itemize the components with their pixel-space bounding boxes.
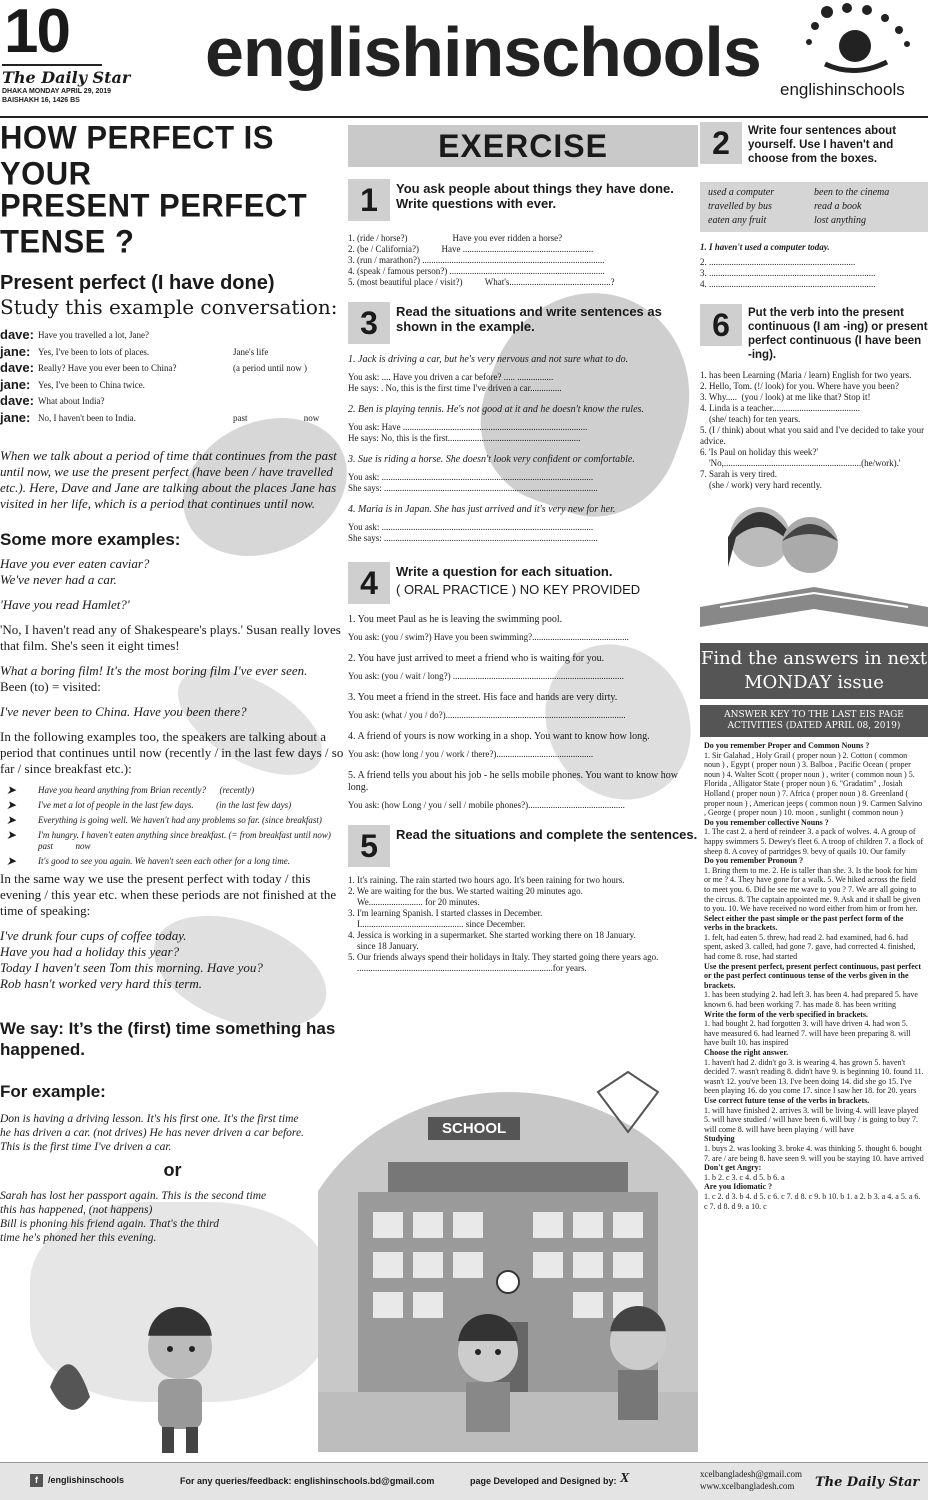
explanation-paragraph: In the following examples too, the speakers are talking about a period that continues until now (recently / in the last few days / so far / since breakfast etc.): [0, 729, 344, 776]
answer-key-heading: Studying [704, 1134, 735, 1144]
exercise-1 [348, 179, 698, 221]
example-line: 'No, I haven't read any of Shakespeare's plays.' Susan really loves that film. She's seen it eight times! [0, 622, 341, 653]
exercise-question: 4. A friend of yours is now working in a shop. You want to know how long. [348, 731, 650, 742]
answer-key-text: 1. c 2. d 3. b 4. d 5. c 6. c 7. d 8. c 9. b 10. b 1. a 2. b 3. a 4. a 5. a 6. c 7. d 8. d 9. a 10. c [704, 1191, 921, 1211]
exercise-instruction: Put the verb into the present continuous (I am -ing) or present perfect continuous (I have been -ing). [748, 307, 928, 361]
find-answers-banner: Find the answers in next MONDAY issue [700, 643, 928, 699]
exercise-question: 5. A friend tells you about his job - he sells mobile phones. You want to know how long. [348, 770, 678, 793]
exercise-number: 5 [348, 825, 390, 867]
facebook-handle[interactable]: /englishinschools [48, 1475, 125, 1485]
explanation-paragraph: In the same way we use the present perfect with today / this evening / this year etc. when these periods are not finished at the time of speaking: [0, 871, 337, 918]
exercise-item: 1. (ride / horse?) Have you ever ridden a horse? [348, 233, 563, 243]
speaker-name: jane: [0, 376, 31, 392]
speaker-name: dave: [0, 360, 34, 375]
answer-line: You ask: Have .................................................................................. [348, 422, 588, 432]
newspaper-logo: The Daily Star [815, 1475, 920, 1490]
exercise-item: 4. Jessica is working in a supermarket. She started working there on 18 January. [348, 930, 636, 940]
section-heading: We say: It’s the (first) time something has happened. [0, 1019, 336, 1059]
exercise-item: 7. Sarah is very tired. [700, 469, 777, 479]
date-text: DHAKA MONDAY APRIL 29, 2019 [2, 88, 112, 95]
exercise-question: 4. Maria is in Japan. She has just arrived and it's very new for her. [348, 504, 616, 515]
example-line: Today I haven't seen Tom this morning. Have you? [0, 960, 263, 975]
example-line: Have you ever eaten caviar? [0, 556, 150, 571]
speech-text: No, I haven't been to India. [38, 412, 136, 423]
answer-key [700, 741, 928, 1211]
exercise-5-items [348, 875, 698, 974]
example-line: This is the first time I've driven a car. [0, 1141, 172, 1153]
exercise-instruction: You ask people about things they have done. Write questions with ever. [396, 181, 674, 211]
exercise-number: 3 [348, 302, 390, 344]
conversation-line [0, 393, 345, 410]
speech-text: Yes, I've been to China twice. [38, 379, 145, 390]
school-sign: SCHOOL [428, 1117, 520, 1140]
answer-line: You ask: .... Have you driven a car before? ..... ................ [348, 372, 554, 382]
exercise-3-items [348, 354, 698, 544]
section-heading: For example: [0, 1082, 106, 1101]
exercise-item: (she/ teach) for ten years. [700, 414, 801, 424]
example-line: I've never been to China. Have you been there? [0, 704, 247, 719]
exercise-question: 3. Sue is riding a horse. She doesn't look very confident or comfortable. [348, 454, 635, 465]
conversation-line [0, 360, 345, 377]
boy-illustration-icon [30, 1307, 290, 1457]
contact-website[interactable]: www.xcelbangladesh.com [700, 1481, 795, 1491]
example-line: We've never had a car. [0, 572, 117, 587]
exercise-number: 1 [348, 179, 390, 221]
page-header [0, 0, 928, 118]
exercise-item: 4. (speak / famous person?) ..................................................................... [348, 266, 605, 276]
exercise-item: 1. It's raining. The rain started two hours ago. It's been raining for two hours. [348, 875, 625, 885]
example-line: I've drunk four cups of coffee today. [0, 928, 187, 943]
contact-email[interactable]: xcelbangladesh@gmail.com [700, 1469, 803, 1479]
xcel-logo-icon: X [620, 1471, 630, 1486]
exercise-number: 2 [700, 122, 742, 164]
exercise-2 [700, 122, 928, 166]
timeline-note: (a period until now ) [233, 363, 307, 373]
answer-key-text: 1. felt, had eaten 5. threw, had read 2. had examined, had 6. had spent, asked 3. called, had gone 7. gave, had corrected 4. finished, had come 8. rose, had started [704, 932, 916, 962]
exercise-6-items [700, 370, 928, 491]
word-option: read a book [814, 201, 862, 212]
exercise-question: 1. You meet Paul as he is leaving the swimming pool. [348, 614, 563, 625]
section-heading: Some more examples: [0, 530, 181, 549]
exercise-instruction: Write four sentences about yourself. Use I haven't and choose from the boxes. [748, 125, 897, 165]
page-number: 10 [4, 0, 69, 66]
logo-text: englishinschools [780, 80, 905, 99]
answer-key-text: 1. buys 2. was looking 3. broke 4. was thinking 5. thought 6. bought 7. are / are being 8. have seen 9. will you be staying 10. have arrived [704, 1143, 924, 1163]
exercise-instruction: Read the situations and write sentences as shown in the example. [396, 304, 662, 334]
masthead-title: englishinschools [205, 13, 761, 91]
answer-key-heading: Use the present perfect, present perfect continuous, past perfect or the past perfect continuous tense of the verbs given in the brackets. [704, 961, 921, 990]
lesson-column [0, 119, 345, 1245]
answer-key-heading: Select either the past simple or the past perfect form of the verbs in the brackets. [704, 913, 904, 933]
speech-text: Yes, I've been to lots of places. [38, 346, 150, 357]
answer-key-text: 1. Sir Galahad , Holy Grail ( proper noun ) 2. Cotton ( common noun ) , Egypt ( proper noun ) 3. Balboa , Pacific Ocean ( proper noun ) 4. Walter Scott ( proper noun ) , writer ( common noun ) 5. Florida , Alligator State ( proper noun ) 6. "Gradatim" , Josiah Holland ( proper noun ) 7. Africa ( proper noun ) 8. Greenland ( proper noun ) , American jeeps ( common noun ) 9. Carmen Salvino , George ( proper noun ) 10. moon , sunlight ( common noun ) [704, 750, 923, 818]
practice-column [700, 122, 928, 1211]
answer-line: 2. ................................................................. [700, 257, 856, 267]
exercise-item: We........................ for 20 minutes. [348, 897, 480, 907]
exercise-item: 'No,.............................................................(he/work).' [700, 458, 901, 468]
answer-key-heading: Do you remember Pronoun ? [704, 856, 804, 866]
exercise-question: 2. Ben is playing tennis. He's not good at it and he doesn't know the rules. [348, 404, 644, 415]
exercise-item: 5. Our friends always spend their holidays in Italy. They started going there years ago. [348, 952, 659, 962]
exercise-column [348, 122, 698, 1137]
exercise-banner: EXERCISE [348, 125, 698, 167]
exercise-item: 3. Why..... (you / look) at me like that? Stop it! [700, 392, 871, 402]
lesson-title-line1: HOW PERFECT IS YOUR [0, 119, 274, 192]
exercise-2-items [700, 242, 928, 290]
answer-line: He says: No, this is the first........................................................... [348, 433, 581, 443]
exercise-number: 4 [348, 562, 390, 604]
answer-key-text: 1. The cast 2. a herd of reindeer 3. a pack of wolves. 4. A group of happy swimmers 5. Dewey's fleet 6. A troop of children 7. a flock of sheep 8. A covey of partridges 9. bevy of quails 10. Our family [704, 827, 924, 856]
example-line: What a boring film! It's the most boring film I've ever seen. [0, 663, 308, 678]
timeline-note: Jane's life [233, 346, 269, 357]
bullet-item: ➤ Have you heard anything from Brian recently? (recently) [0, 785, 345, 796]
exercise-item: I.............................................. since December. [348, 919, 526, 929]
designed-by-text: page Developed and Designed by: [470, 1476, 617, 1486]
example-line: Have you had a holiday this year? [0, 944, 180, 959]
exercise-item: 2. Hello, Tom. (!/ look) for you. Where have you been? [700, 381, 899, 391]
answer-key-text: 1. has been studying 2. had left 3. has been 4. had prepared 5. have known 6. had been working 7. has made 8. has been writing [704, 990, 918, 1010]
answer-line: You ask: .............................................................................................. [348, 472, 594, 482]
speech-text: Have you travelled a lot, Jane? [38, 330, 149, 340]
exercise-item: 2. We are waiting for the bus. We started waiting 20 minutes ago. [348, 886, 583, 896]
exercise-item: 3. I'm learning Spanish. I started classes in December. [348, 908, 543, 918]
answer-line: She says: ............................................................................................... [348, 483, 598, 493]
exercise-item: 5. (most beautiful place / visit?) What's.............................................? [348, 277, 615, 287]
answer-key-heading: Are you Idiomatic ? [704, 1182, 773, 1192]
exercise-number: 6 [700, 304, 742, 346]
example-line: Sarah has lost her passport again. This is the second time this has happened, (not happens) [0, 1190, 267, 1216]
page-footer [0, 1462, 928, 1500]
speaker-name: dave: [0, 327, 34, 342]
divider [2, 64, 102, 66]
answer-key-heading: Don't get Angry: [704, 1163, 762, 1173]
bullet-item: ➤ Everything is going well. We haven't had any problems so far. (since breakfast) [0, 815, 345, 826]
speech-text: Really? Have you ever been to China? [38, 363, 177, 373]
exercise-instruction: Write a question for each situation. [396, 564, 613, 579]
exercise-question: 1. Jack is driving a car, but he's very nervous and not sure what to do. [348, 354, 629, 365]
exercise-item: 5. (I / think) about what you said and I've decided to take your advice. [700, 425, 927, 446]
bullet-item: ➤ I'm hungry. I haven't eaten anything since breakfast. (= from breakfast until now) past now [0, 830, 345, 852]
answer-key-title: ANSWER KEY TO THE LAST EIS PAGE ACTIVITIES (DATED APRIL 08, 2019) [700, 705, 928, 737]
answer-key-heading: Do you remember collective Nouns ? [704, 817, 829, 827]
conversation-line [0, 377, 345, 394]
word-option: lost anything [814, 215, 866, 226]
exercise-question: 2. You have just arrived to meet a friend who is waiting for you. [348, 653, 605, 664]
dateline [2, 87, 111, 105]
exercise-item: (she / work) very hard recently. [700, 480, 822, 490]
bullet-item: ➤ It's good to see you again. We haven't seen each other for a long time. [0, 856, 345, 867]
bullet-list [0, 785, 345, 867]
example-line: Rob hasn't worked very hard this term. [0, 976, 202, 991]
timeline-note: past now [233, 412, 320, 423]
newspaper-name: The Daily Star [2, 68, 131, 87]
exercise-item: 3. (run / marathon?) ................................................................................. [348, 255, 605, 265]
exercise-1-items [348, 233, 698, 288]
exercise-item: 4. Linda is a teacher....................................... [700, 403, 860, 413]
example-line: 'Have you read Hamlet?' [0, 597, 130, 612]
exercise-item: 2. (be / California?) Have .......................................................... [348, 244, 594, 254]
answer-key-text: 1. will have finished 2. arrives 3. will be living 4. will leave played 5. will have studied / will have been 6. will buy / is going to buy 7. will come 8. will have been playing / will have [704, 1105, 919, 1134]
word-option: been to the cinema [814, 187, 890, 198]
lesson-subtitle: Present perfect (I have done) [0, 272, 275, 294]
exercise-instruction: Read the situations and complete the sentences. [396, 827, 698, 842]
answer-key-heading: Use correct future tense of the verbs in brackets. [704, 1095, 870, 1105]
answer-key-text: 1. haven't had 2. didn't go 3. is wearing 4. has grown 5. haven't decided 7. wasn't reading 8. didn't have 9. is beginning 10. found 11. wasn't 12. you've been 13. I've been doing 14. did she go 15. I've been playing 16. do you come 17. since I saw her 18. for 20. years [704, 1057, 924, 1096]
speech-text: What about India? [38, 396, 105, 406]
answer-line: She says: ............................................................................................... [348, 533, 598, 543]
answer-line: 3. .......................................................................... [700, 268, 876, 278]
answer-key-heading: Choose the right answer. [704, 1048, 789, 1057]
exercise-5 [348, 825, 698, 867]
answer-line: You ask: (what / you / do?)................................................................................ [348, 710, 626, 720]
example-line: Been (to) = visited: [0, 679, 101, 694]
answer-line: He says: . No, this is the first time I've driven a car.............. [348, 383, 562, 393]
conversation-line [0, 410, 345, 427]
conversation-line [0, 344, 345, 361]
answer-line: You ask: (how Long / you / sell / mobile phones?)........................................... [348, 800, 625, 810]
speaker-name: dave: [0, 393, 34, 408]
kids-reading-illustration-icon [700, 497, 928, 637]
answer-key-heading: Write the form of the verb specified in brackets. [704, 1009, 869, 1019]
answer-line: 1. I haven't used a computer today. [700, 242, 830, 252]
exercise-6 [700, 304, 928, 362]
word-option: travelled by bus [708, 201, 772, 212]
answer-line: You ask: (how long / you / work / there?)........................................... [348, 749, 594, 759]
answer-line: 4. .......................................................................... [700, 279, 876, 289]
answer-line: You ask: (you / wait / long?) ............................................................................ [348, 671, 624, 681]
exercise-3 [348, 302, 698, 344]
facebook-icon: f [30, 1474, 43, 1487]
exercise-item: 6. 'Is Paul on holiday this week?' [700, 447, 818, 457]
answer-key-text: 1. b 2. c 3. c 4. d 5. b 6. a [704, 1172, 785, 1182]
answer-line: You ask: (you / swim?) Have you been swimming?........................................... [348, 632, 629, 642]
bullet-item: ➤ I've met a lot of people in the last few days. (in the last few days) [0, 800, 345, 811]
conversation-line [0, 327, 345, 344]
example-line: Bill is phoning his friend again. That's the third time he's phoned her this evening. [0, 1218, 219, 1244]
answer-key-text: 1. had bought 2. had forgotten 3. will have driven 4. had won 5. have measured 6. had learned 7. will have been preparing 8. will have built 10. has inspired [704, 1019, 911, 1048]
speaker-name: jane: [0, 343, 31, 359]
exercise-question: 3. You meet a friend in the street. His face and hands are very dirty. [348, 692, 618, 703]
conversation [0, 327, 345, 426]
exercise-4-items [348, 614, 698, 811]
feedback-text: For any queries/feedback: englishinschools.bd@gmail.com [180, 1476, 435, 1486]
speaker-name: jane: [0, 409, 31, 425]
lesson-title-line2: PRESENT PERFECT TENSE ? [0, 187, 308, 260]
word-box [700, 182, 928, 232]
answer-key-heading: Do you remember Proper and Common Nouns ? [704, 741, 870, 750]
answer-key-text: 1. Bring them to me. 2. He is taller than she. 3. Is the book for him or me ? 4. They have gone for a walk. 5. We hiked across the field to meet you. 6. Did he see me wave to you ? 7. We are all going to the circus. 8. The captain appointed me. 9. Ask and it shall be given to you. 10. We have received no word either from him or from her. [704, 865, 921, 914]
example-line: Don is having a driving lesson. It's his first one. It's the first time he has driven a car. (not drives) He has never driven a car before. [0, 1113, 304, 1139]
word-option: eaten any fruit [708, 215, 767, 226]
exercise-item: .......................................................................................for years. [348, 963, 587, 973]
explanation-paragraph: When we talk about a period of time that continues from the past until now, we use the present perfect (have been / have travelled etc.). Here, Dave and Jane are talking about the places Jane has visited in her life, which is a period that continues until now. [0, 448, 337, 511]
exercise-item: 1. has been Learning (Maria / learn) English for two years. [700, 370, 912, 380]
or-separator: or [163, 1160, 182, 1180]
answer-line: You ask: .............................................................................................. [348, 522, 594, 532]
school-illustration-icon [318, 1052, 698, 1452]
exercise-item: since 18 January. [348, 941, 419, 951]
word-option: used a computer [708, 187, 775, 198]
exercise-note: ( ORAL PRACTICE ) NO KEY PROVIDED [396, 582, 641, 597]
study-heading: Study this example conversation: [0, 295, 338, 319]
exercise-4 [348, 562, 698, 604]
bangla-date-text: BAISHAKH 16, 1426 BS [2, 97, 80, 104]
